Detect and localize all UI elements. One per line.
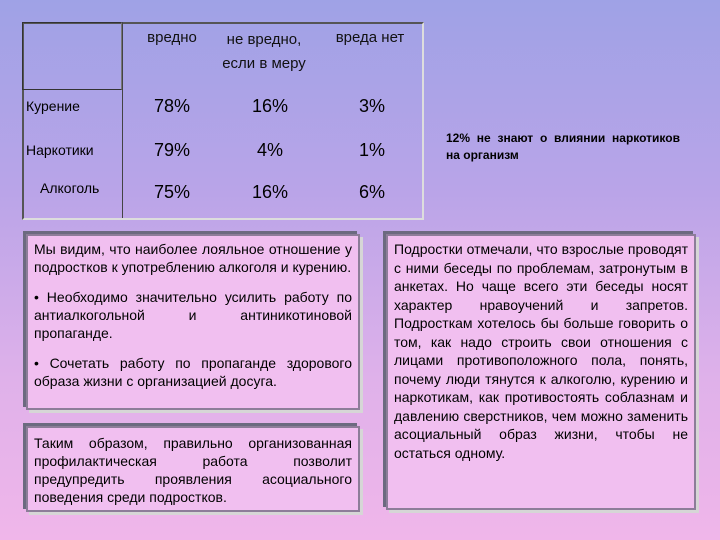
- table-cell: 6%: [358, 182, 385, 202]
- table-cell: 79%: [153, 140, 191, 160]
- conclusion-bullet: • Сочетать работу по пропаганде здорового образа жизни с организацией досуга.: [34, 355, 352, 389]
- conclusion-bullet: • Необходимо значительно усилить работу по антиалкогольной и антиникотиновой пропаганде.: [34, 289, 352, 341]
- table-cell: 78%: [153, 96, 191, 116]
- parents-card: [386, 234, 696, 510]
- side-note: 12% не знают о влиянии наркотиков на организм: [446, 131, 680, 162]
- table-cell: 16%: [251, 182, 289, 202]
- table-cell: 75%: [153, 182, 191, 202]
- summary-text: Таким образом, правильно организованная профилактическая работа позволит предупредить проявления асоциального поведения среди подростков.: [34, 435, 352, 505]
- conclusions-card: [26, 234, 360, 410]
- conclusion-text: Мы видим, что наиболее лояльное отношение у подростков к употреблению алкоголя и курению.: [34, 241, 352, 275]
- table-corner-cell: [22, 22, 122, 90]
- row-label-smoking: Курение: [26, 98, 80, 114]
- row-label-alcohol: Алкоголь: [40, 180, 100, 196]
- table-cell: 1%: [358, 140, 385, 160]
- table-cell: 16%: [251, 96, 289, 116]
- table-cell: 4%: [256, 140, 283, 160]
- row-label-drugs: Наркотики: [26, 142, 94, 158]
- summary-card: [26, 426, 360, 512]
- column-header-harmful: вредно: [147, 29, 197, 46]
- table-cell: 3%: [358, 96, 385, 116]
- column-header-no-harm: вреда нет: [335, 29, 405, 46]
- column-header-moderate: не вредно, если в меру: [222, 31, 306, 72]
- parents-text: Подростки отмечали, что взрослые проводят с ними беседы по проблемам, затронутым в анкетах. Но чаще всего эти беседы носят характер нравоучений и запретов. Подросткам хотелось бы больше говорить о том, как надо строить свои отношения с лицами противоположного пола, понять, почему люди тянутся к алкоголю, курению и наркотикам, как противостоять соблазнам и давлению сверстников, чем можно заменить асоциальный образ жизни, чтобы не остаться одному.: [394, 241, 688, 461]
